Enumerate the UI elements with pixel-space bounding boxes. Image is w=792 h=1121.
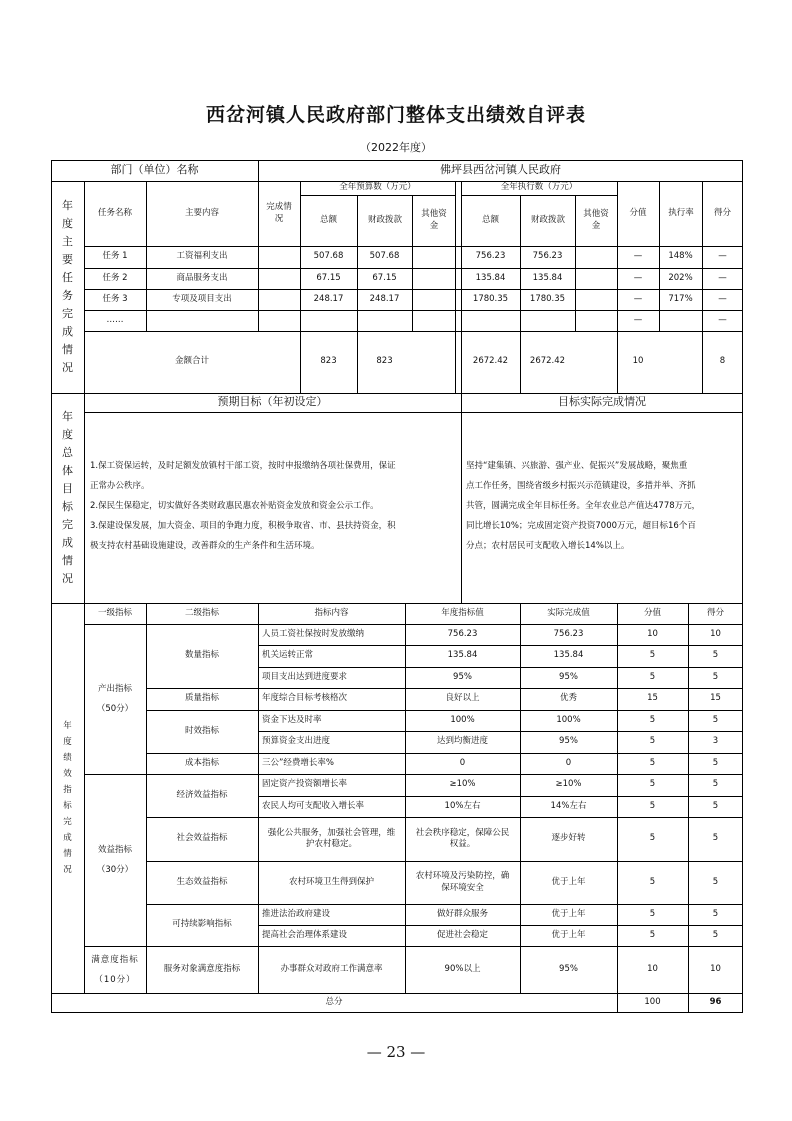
indicator-actual: 95% [559,736,578,747]
sum-got: 8 [719,356,726,367]
output-indicator [84,624,146,774]
col-exec-fiscal: 财政拨款 [530,214,565,225]
indicator-actual: 优于上年 [551,908,586,919]
indicator-target: 良好以上 [445,693,480,704]
task-got: — [718,272,727,283]
side-char: 完 [62,518,73,531]
l2-cost: 成本指标 [184,757,219,768]
indicator-content: 机关运转正常 [262,650,314,661]
indicator-score: 5 [649,908,656,919]
expected-line: 2.保民生保稳定，切实做好各类财政惠民惠农补贴资金发放和资金公示工作。 [90,501,379,511]
ind-col-l2: 二级指标 [184,607,219,618]
section-tasks-label [51,181,84,393]
task-score: — [633,272,643,283]
indicator-got: 5 [712,671,719,682]
task-b_total: 248.17 [313,293,344,304]
indicator-content: 农村环境卫生得到保护 [288,876,374,887]
total-got: 96 [709,997,722,1008]
task-e_fiscal: 1780.35 [529,293,566,304]
indicator-score: 15 [647,693,658,704]
task-e_total: 756.23 [475,251,506,262]
task-rate: 148% [668,251,693,262]
indicator-got: 5 [712,714,719,725]
task-score: — [633,251,643,262]
indicator-got: 5 [712,833,719,844]
side-char: 况 [63,865,72,875]
sum-score: 10 [632,356,644,367]
indicator-target: 农村环境及污染防控，确保环境安全 [415,871,510,893]
side-char: 标 [63,801,72,811]
side-char: 指 [63,785,72,795]
task-b_total [300,310,357,331]
task-e_total [461,310,520,331]
col-score: 分值 [629,207,647,218]
indicator-actual: ≥10% [555,779,582,790]
dept-value: 佛坪县西岔河镇人民政府 [440,163,561,177]
side-char: 情 [62,343,73,356]
benefit-indicator [84,774,146,946]
ind-col-score: 分值 [643,607,661,618]
indicator-got: 5 [712,800,719,811]
side-char: 度 [63,737,72,747]
indicator-target: 90%以上 [444,963,481,974]
actual-line: 坚持“建集镇、兴旅游、强产业、促振兴”发展战略，聚焦重 [466,461,688,471]
indicator-target: 社会秩序稳定，保障公民权益。 [415,827,510,849]
task-name: …… [106,314,124,325]
sum-budget-fiscal: 823 [376,356,393,367]
indicator-actual: 优秀 [559,693,577,704]
side-char: 任 [62,271,73,284]
indicator-actual: 95% [559,963,578,974]
dept-label: 部门（单位）名称 [110,163,199,177]
side-char: 年 [63,721,72,731]
side-char: 标 [62,500,73,513]
task-score: — [633,293,643,304]
output-indicator-score: （50分） [96,704,134,714]
actual-line: 共管，圆满完成全年目标任务。全年农业总产值达4778万元， [466,501,701,511]
report-year: （2022年度） [360,141,432,154]
l2-quantity: 数量指标 [184,650,219,661]
task-b_fiscal: 67.15 [372,272,397,283]
indicator-score: 5 [649,833,656,844]
l2-eco: 生态效益指标 [176,876,228,887]
indicator-content: 农民人均可支配收入增长率 [262,800,365,811]
task-e_total: 135.84 [475,272,506,283]
task-name: 任务 1 [102,251,128,262]
indicator-got: 5 [712,908,719,919]
side-char: 完 [63,817,72,827]
page-title: 西岔河镇人民政府部门整体支出绩效自评表 [205,104,586,126]
col-budget-header: 全年预算数（万元） [339,182,416,193]
sum-exec-fiscal: 2672.42 [529,356,566,367]
indicator-content: 资金下达及时率 [262,714,322,725]
col-completion: 完成情况 [266,202,292,224]
task-name: 任务 3 [102,293,128,304]
task-e_fiscal: 756.23 [532,251,563,262]
actual-goal-header: 目标实际完成情况 [558,395,646,409]
ind-col-got: 得分 [706,607,724,618]
ind-col-l1: 一级指标 [97,607,132,618]
side-char: 况 [62,361,73,374]
indicator-actual: 逐步好转 [551,833,586,844]
indicator-target: 100% [450,714,475,725]
indicator-target: 做好群众服务 [436,908,488,919]
indicator-score: 5 [649,757,656,768]
sum-exec-total: 2672.42 [472,356,509,367]
task-got: — [718,293,727,304]
side-char: 成 [63,833,72,843]
task-e_total: 1780.35 [472,293,509,304]
task-b_total: 67.15 [316,272,341,283]
sum-budget-total: 823 [320,356,337,367]
indicator-got: 5 [712,779,719,790]
actual-line: 分点；农村居民可支配收入增长14%以上。 [466,541,630,551]
benefit-indicator-score: （30分） [96,865,134,875]
task-content: 专项及项目支出 [172,293,232,304]
sum-label: 金额合计 [174,356,209,367]
total-label: 总分 [325,997,343,1008]
expected-goal-header: 预期目标（年初设定） [217,395,328,409]
ind-col-target: 年度指标值 [441,607,484,618]
indicator-target: 135.84 [447,650,478,661]
side-char: 要 [62,253,73,266]
indicator-actual: 95% [559,671,578,682]
indicator-target: 促进社会稳定 [436,929,488,940]
l2-timeliness: 时效指标 [184,725,219,736]
indicator-content: 年度综合目标考核格次 [262,693,348,704]
section-indicators-label [51,603,84,993]
ind-col-content: 指标内容 [314,607,349,618]
indicator-actual: 756.23 [553,628,584,639]
side-char: 情 [62,554,73,567]
side-char: 绩 [63,753,72,763]
indicator-got: 10 [710,963,721,974]
indicator-score: 5 [649,650,656,661]
actual-goal-text [466,456,738,556]
indicator-content: 办事群众对政府工作满意率 [280,963,383,974]
indicator-got: 5 [712,876,719,887]
task-b_fiscal [357,310,412,331]
task-rate [659,310,702,331]
l2-sustain: 可持续影响指标 [172,919,232,930]
col-main-content: 主要内容 [184,207,219,218]
side-char: 情 [63,849,72,859]
indicator-target: 756.23 [447,628,478,639]
col-exec-rate: 执行率 [668,207,694,218]
indicator-score: 5 [649,929,656,940]
indicator-content: 三公”经费增长率% [262,757,334,768]
col-budget-fiscal: 财政拨款 [367,214,402,225]
benefit-indicator-label: 效益指标 [97,845,132,855]
l2-economic: 经济效益指标 [176,789,228,800]
indicator-target: 10%左右 [444,800,481,811]
indicator-content: 提高社会治理体系建设 [262,929,348,940]
l2-quality: 质量指标 [184,693,219,704]
col-exec-other: 其他资金 [583,209,609,231]
indicator-got: 5 [712,929,719,940]
indicator-actual: 14%左右 [550,800,587,811]
side-char: 效 [63,769,72,779]
side-char: 务 [62,289,73,302]
indicator-got: 5 [712,650,719,661]
task-content: 工资福利支出 [176,251,228,262]
output-indicator-label: 产出指标 [97,684,132,694]
task-got: — [718,314,727,325]
expected-line: 1.保工资保运转，及时足额发放镇村干部工资，按时申报缴纳各项社保费用，保证 [90,461,396,471]
indicator-content: 预算资金支出进度 [262,736,331,747]
side-char: 年 [62,199,73,212]
task-b_fiscal: 248.17 [369,293,400,304]
expected-line: 3.保建设保发展，加大资金、项目的争跑力度，积极争取省、市、县扶持资金，积 [90,521,396,531]
side-char: 完 [62,307,73,320]
task-content [146,310,258,331]
task-e_fiscal: 135.84 [532,272,563,283]
indicator-content: 推进法治政府建设 [262,908,331,919]
indicator-score: 5 [649,736,656,747]
col-exec-header: 全年执行数（万元） [500,182,578,193]
satisfaction-indicator: 满意度指标（10分） [91,954,139,985]
task-content: 商品服务支出 [176,272,228,283]
task-e_fiscal [520,310,575,331]
indicator-got: 3 [712,736,719,747]
task-b_fiscal: 507.68 [369,251,400,262]
indicator-got: 15 [710,693,721,704]
indicator-got: 5 [712,757,719,768]
indicator-score: 10 [647,628,658,639]
task-got: — [718,251,727,262]
col-budget-other: 其他资金 [421,209,447,231]
actual-line: 点工作任务，围绕省级乡村振兴示范镇建设，多措并举、齐抓 [466,481,696,491]
l2-social: 社会效益指标 [176,833,228,844]
indicator-got: 10 [710,628,721,639]
task-rate: 202% [668,272,693,283]
indicator-score: 5 [649,714,656,725]
task-b_total: 507.68 [313,251,344,262]
side-char: 成 [62,325,73,338]
indicator-target: 达到均衡进度 [436,736,488,747]
col-exec-total: 总额 [481,214,499,225]
task-score: — [633,314,643,325]
task-name: 任务 2 [102,272,128,283]
task-rate: 717% [668,293,693,304]
total-score: 100 [644,997,661,1008]
side-char: 年 [62,410,73,423]
expected-line: 正常办公秩序。 [90,481,150,491]
col-budget-total: 总额 [319,214,337,225]
indicator-content: 固定资产投资额增长率 [262,779,348,790]
indicator-actual: 100% [556,714,581,725]
expected-line: 极支持农村基础设施建设，改善群众的生产条件和生活环境。 [90,541,320,551]
section-goals-label [51,393,84,603]
side-char: 目 [62,482,73,495]
indicator-score: 5 [649,779,656,790]
ind-col-actual: 实际完成值 [547,607,590,618]
expected-goal-text [90,456,456,556]
side-char: 况 [62,572,73,585]
indicator-target: 95% [453,671,472,682]
indicator-actual: 优于上年 [551,876,586,887]
indicator-target: 0 [459,757,466,768]
indicator-score: 5 [649,800,656,811]
indicator-score: 5 [649,876,656,887]
actual-line: 同比增长10%；完成固定资产投资7000万元，超目标16个百 [466,521,696,531]
side-char: 体 [62,464,73,477]
indicator-actual: 135.84 [553,650,584,661]
side-char: 成 [62,536,73,549]
page-number: — 23 — [366,1043,426,1061]
indicator-target: ≥10% [449,779,476,790]
indicator-content: 人员工资社保按时发放缴纳 [262,628,365,639]
col-task-name: 任务名称 [97,207,132,218]
indicator-score: 10 [647,963,658,974]
indicator-content: 项目支出达到进度要求 [262,671,348,682]
l2-satisfaction: 服务对象满意度指标 [163,963,241,974]
side-char: 主 [62,235,73,248]
side-char: 度 [62,217,73,230]
col-got: 得分 [713,207,731,218]
side-char: 总 [62,446,73,459]
indicator-score: 5 [649,671,656,682]
indicator-actual: 优于上年 [551,929,586,940]
indicator-actual: 0 [565,757,572,768]
side-char: 度 [62,428,73,441]
indicator-content: 强化公共服务，加强社会管理，维护农村稳定。 [267,827,396,849]
